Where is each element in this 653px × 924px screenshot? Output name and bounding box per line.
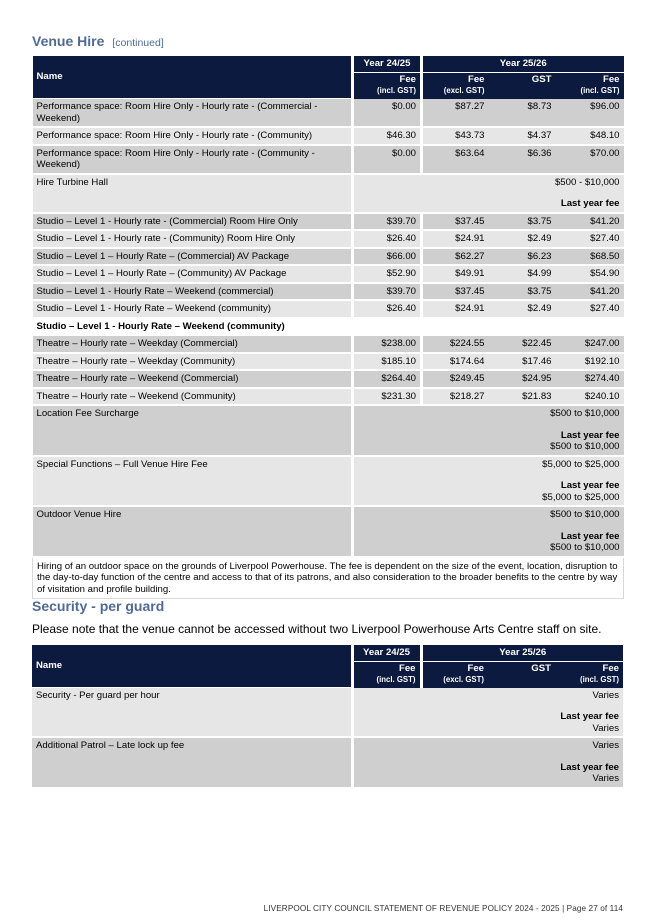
fee-incl: $96.00 bbox=[556, 99, 624, 128]
fee-excl: $49.91 bbox=[422, 265, 489, 283]
table-row bbox=[33, 99, 624, 128]
fee-range bbox=[353, 506, 624, 557]
table-row bbox=[33, 335, 624, 353]
row-description: Hiring of an outdoor space on the grounds of Liverpool Powerhouse. The fee is dependent on the size of the event, location, disruption to the day-to-day function of the centre and access to that of its patrons, and also consideration to the broader benefits to the centre by way of visitation and profile building. bbox=[33, 557, 624, 599]
fee-excl: $87.27 bbox=[422, 99, 489, 128]
table-row bbox=[33, 300, 624, 318]
table-row bbox=[33, 557, 624, 599]
fee-excl: $24.91 bbox=[422, 230, 489, 248]
table-row bbox=[33, 283, 624, 301]
row-name: Theatre – Hourly rate – Weekday (Commercial) bbox=[33, 335, 353, 353]
last-year-fee-label: Last year fee bbox=[560, 429, 620, 441]
gst: $24.95 bbox=[489, 370, 556, 388]
fee-incl: $274.40 bbox=[556, 370, 624, 388]
row-name: Performance space: Room Hire Only - Hourly rate - (Community - Weekend) bbox=[33, 145, 353, 174]
fee-incl: $27.40 bbox=[556, 230, 624, 248]
fee-range-value: $500 to $10,000 bbox=[550, 408, 620, 419]
gst: $4.99 bbox=[489, 265, 556, 283]
table-row bbox=[32, 737, 623, 788]
last-year-fee-value: Varies bbox=[592, 722, 620, 734]
gst: $4.37 bbox=[489, 127, 556, 145]
last-year-fee-value: $5,000 to $25,000 bbox=[542, 491, 620, 503]
fee-excl: $24.91 bbox=[422, 300, 489, 318]
fee-excl: $43.73 bbox=[422, 127, 489, 145]
col-gst-header: GST bbox=[489, 72, 556, 99]
fee-incl: $68.50 bbox=[556, 248, 624, 266]
gst: $6.36 bbox=[489, 145, 556, 174]
fee-incl: $247.00 bbox=[556, 335, 624, 353]
prev-fee-incl: $52.90 bbox=[353, 265, 422, 283]
last-year-fee-value: $500 to $10,000 bbox=[550, 542, 620, 553]
gst: $6.23 bbox=[489, 248, 556, 266]
prev-fee-incl: $39.70 bbox=[353, 213, 422, 231]
gst: $17.46 bbox=[489, 353, 556, 371]
col-fee-incl-header: Fee (incl. GST) bbox=[555, 661, 623, 688]
gst: $3.75 bbox=[489, 283, 556, 301]
row-name: Location Fee Surcharge bbox=[33, 405, 353, 456]
col-fee-excl-header: Fee (excl. GST) bbox=[421, 661, 488, 688]
col-fee-incl-header: Fee (incl. GST) bbox=[556, 72, 624, 99]
table-row bbox=[33, 127, 624, 145]
col-name-header: Name bbox=[33, 56, 353, 99]
prev-fee-incl: $26.40 bbox=[353, 230, 422, 248]
prev-fee-incl: $238.00 bbox=[353, 335, 422, 353]
table-row bbox=[33, 318, 624, 336]
row-name: Studio – Level 1 - Hourly Rate – Weekend (commercial) bbox=[33, 283, 353, 301]
prev-fee-incl: $185.10 bbox=[353, 353, 422, 371]
table-row bbox=[33, 174, 624, 213]
row-name: Studio – Level 1 - Hourly rate - (Commercial) Room Hire Only bbox=[33, 213, 353, 231]
row-name: Studio – Level 1 – Hourly Rate – (Community) AV Package bbox=[33, 265, 353, 283]
table-row bbox=[33, 506, 624, 557]
last-year-fee-label: Last year fee bbox=[560, 711, 620, 722]
fee-range bbox=[352, 737, 623, 788]
table-row bbox=[33, 265, 624, 283]
page-footer: LIVERPOOL CITY COUNCIL STATEMENT OF REVENUE POLICY 2024 - 2025 | Page 27 of 114 bbox=[263, 904, 623, 913]
row-name: Theatre – Hourly rate – Weekend (Community) bbox=[33, 388, 353, 406]
col-year-current-header: Year 25/26 bbox=[421, 645, 623, 661]
fee-excl: $249.45 bbox=[422, 370, 489, 388]
prev-fee-incl: $66.00 bbox=[353, 248, 422, 266]
prev-fee-incl: $46.30 bbox=[353, 127, 422, 145]
table-row bbox=[33, 456, 624, 507]
prev-fee-incl: $231.30 bbox=[353, 388, 422, 406]
venue-hire-heading bbox=[32, 33, 164, 49]
row-name: Special Functions – Full Venue Hire Fee bbox=[33, 456, 353, 507]
continued-label: [continued] bbox=[112, 37, 164, 49]
venue-hire-table bbox=[32, 56, 624, 599]
fee-excl: $63.64 bbox=[422, 145, 489, 174]
fee-incl: $41.20 bbox=[556, 213, 624, 231]
col-year-current-header: Year 25/26 bbox=[422, 56, 624, 72]
gst: $3.75 bbox=[489, 213, 556, 231]
fee-range bbox=[352, 688, 623, 738]
fee-range-value: $500 to $10,000 bbox=[550, 509, 620, 520]
fee-range bbox=[353, 456, 624, 507]
table-row bbox=[33, 405, 624, 456]
last-year-fee-label: Last year fee bbox=[560, 530, 620, 542]
table-row bbox=[33, 230, 624, 248]
fee-excl: $224.55 bbox=[422, 335, 489, 353]
prev-fee-incl: $264.40 bbox=[353, 370, 422, 388]
row-name: Theatre – Hourly rate – Weekday (Community) bbox=[33, 353, 353, 371]
fee-incl: $48.10 bbox=[556, 127, 624, 145]
row-name: Performance space: Room Hire Only - Hourly rate - (Commercial - Weekend) bbox=[33, 99, 353, 128]
last-year-fee-label: Last year fee bbox=[560, 761, 620, 773]
fee-range bbox=[353, 405, 624, 456]
row-name: Studio – Level 1 – Hourly Rate – (Commercial) AV Package bbox=[33, 248, 353, 266]
fee-excl: $218.27 bbox=[422, 388, 489, 406]
last-year-fee-label: Last year fee bbox=[560, 480, 620, 491]
col-name-header: Name bbox=[32, 645, 352, 688]
fee-range-value: $5,000 to $25,000 bbox=[542, 458, 620, 470]
table-row bbox=[33, 370, 624, 388]
fee-incl: $41.20 bbox=[556, 283, 624, 301]
row-name: Security - Per guard per hour bbox=[32, 688, 352, 738]
fee-excl: $37.45 bbox=[422, 283, 489, 301]
fee-excl: $37.45 bbox=[422, 213, 489, 231]
fee-incl: $192.10 bbox=[556, 353, 624, 371]
col-prev-fee-header: Fee (incl. GST) bbox=[352, 661, 421, 688]
fee-excl: $174.64 bbox=[422, 353, 489, 371]
col-fee-excl-header: Fee (excl. GST) bbox=[422, 72, 489, 99]
security-table bbox=[32, 645, 623, 789]
col-year-prev-header: Year 24/25 bbox=[353, 56, 422, 72]
gst: $2.49 bbox=[489, 300, 556, 318]
gst: $2.49 bbox=[489, 230, 556, 248]
gst: $8.73 bbox=[489, 99, 556, 128]
row-name: Outdoor Venue Hire bbox=[33, 506, 353, 557]
last-year-fee-label: Last year fee bbox=[560, 198, 620, 209]
security-heading: Security - per guard bbox=[32, 598, 165, 614]
col-year-prev-header: Year 24/25 bbox=[352, 645, 421, 661]
venue-hire-title: Venue Hire bbox=[32, 33, 105, 49]
last-year-fee-value: Varies bbox=[592, 773, 620, 784]
fee-incl: $54.90 bbox=[556, 265, 624, 283]
fee-excl: $62.27 bbox=[422, 248, 489, 266]
gst: $22.45 bbox=[489, 335, 556, 353]
table-row bbox=[33, 248, 624, 266]
table-row bbox=[33, 388, 624, 406]
fee-range-value: Varies bbox=[592, 740, 620, 751]
table-row bbox=[33, 353, 624, 371]
row-name: Performance space: Room Hire Only - Hourly rate - (Community) bbox=[33, 127, 353, 145]
col-prev-fee-header: Fee (incl. GST) bbox=[353, 72, 422, 99]
fee-incl: $70.00 bbox=[556, 145, 624, 174]
prev-fee-incl: $0.00 bbox=[353, 99, 422, 128]
row-name: Theatre – Hourly rate – Weekend (Commercial) bbox=[33, 370, 353, 388]
gst: $21.83 bbox=[489, 388, 556, 406]
fee-range bbox=[353, 174, 624, 213]
table-row bbox=[33, 213, 624, 231]
prev-fee-incl: $39.70 bbox=[353, 283, 422, 301]
fee-incl: $240.10 bbox=[556, 388, 624, 406]
row-name: Studio – Level 1 - Hourly Rate – Weekend (community) bbox=[33, 300, 353, 318]
prev-fee-incl: $0.00 bbox=[353, 145, 422, 174]
col-gst-header: GST bbox=[488, 661, 555, 688]
row-name: Additional Patrol – Late lock up fee bbox=[32, 737, 352, 788]
table-row bbox=[32, 688, 623, 738]
table-row bbox=[33, 145, 624, 174]
fee-incl: $27.40 bbox=[556, 300, 624, 318]
row-name: Hire Turbine Hall bbox=[33, 174, 353, 213]
prev-fee-incl: $26.40 bbox=[353, 300, 422, 318]
fee-range-value: $500 - $10,000 bbox=[554, 176, 620, 188]
fee-range-value: Varies bbox=[592, 689, 620, 701]
row-name: Studio – Level 1 - Hourly rate - (Community) Room Hire Only bbox=[33, 230, 353, 248]
security-note: Please note that the venue cannot be accessed without two Liverpool Powerhouse Arts Centre staff on site. bbox=[32, 622, 602, 636]
last-year-fee-value: $500 to $10,000 bbox=[550, 441, 620, 452]
group-heading: Studio – Level 1 - Hourly Rate – Weekend (community) bbox=[33, 318, 624, 336]
